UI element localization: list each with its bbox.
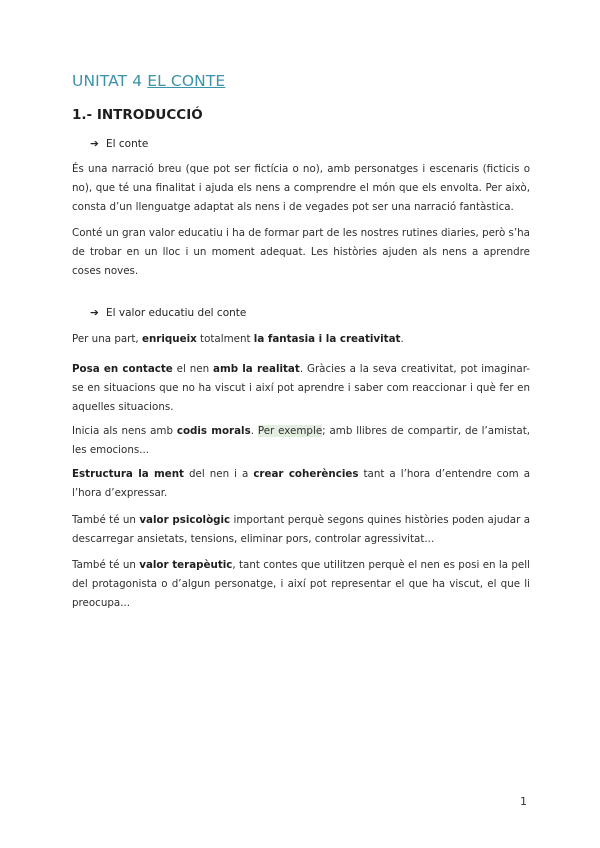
page-number: 1 (520, 795, 527, 808)
paragraph-fantasy: Per una part, enriqueix totalment la fantasia i la creativitat. (72, 333, 404, 345)
paragraph-educational-value: Conté un gran valor educatiu i ha de formar part de les nostres rutines diaries, però s’ha de trobar en un lloc i un moment adequat. Les històries ajuden als nens a aprendre coses noves. (72, 227, 530, 277)
section-heading: 1.- INTRODUCCIÓ (72, 107, 203, 123)
subheading-valor-educatiu (90, 307, 246, 319)
unit-title-link[interactable]: EL CONTE (147, 72, 226, 90)
paragraph-definition: És una narració breu (que pot ser fictícia o no), amb personatges i escenaris (ficticis o no), que té una finalitat i ajuda els nens a comprendre el món que els envolta. Per això, consta d’un llenguatge adaptat als nens i de vegades pot ser una narració fantàstica. (72, 163, 530, 213)
subheading-label: El valor educatiu del conte (106, 307, 247, 319)
paragraph-psychological: També té un valor psicològic important perquè segons quines històries poden ajudar a descarregar ansietats, tensions, eliminar pors, controlar agressivitat... (72, 514, 531, 545)
subheading-label: El conte (106, 138, 149, 150)
paragraph-therapeutic: També té un valor terapèutic, tant contes que utilitzen perquè el nen es posi en la pell del protagonista o d’algun personatge, i així pot representar el que ha viscut, el que li preocupa... (72, 559, 530, 609)
unit-title (72, 72, 225, 90)
arrow-icon: ➔ (90, 307, 99, 319)
paragraph-structure: Estructura la ment del nen i a crear coherències tant a l’hora d’entendre com a l’hora d’expressar. (72, 468, 530, 499)
arrow-icon: ➔ (90, 138, 99, 150)
subheading-el-conte (90, 138, 148, 150)
paragraph-moral-codes: Inicia als nens amb codis morals. Per exemple; amb llibres de compartir, de l’amistat, les emocions... (72, 425, 531, 456)
highlighted-text: Per exemple (257, 425, 323, 437)
unit-title-prefix: UNITAT 4 (72, 72, 148, 90)
paragraph-reality: Posa en contacte el nen amb la realitat. Gràcies a la seva creativitat, pot imaginar-se en situacions que no ha viscut i així pot aprendre i saber com reaccionar i què fer en aquelles situacions. (72, 363, 531, 413)
